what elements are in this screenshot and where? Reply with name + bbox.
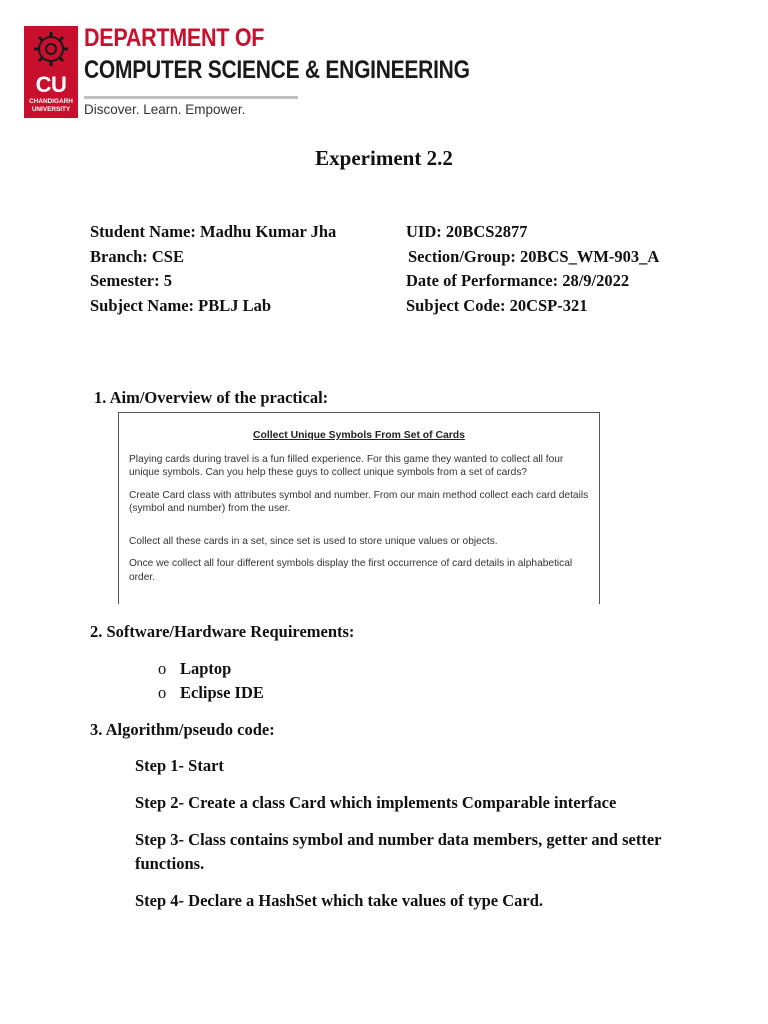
algorithm-step: Step 4- Declare a HashSet which take values of type Card. — [135, 891, 544, 910]
list-item — [158, 657, 264, 681]
bullet-marker: o — [158, 659, 167, 678]
requirement-laptop: Laptop — [180, 659, 232, 678]
problem-paragraph: Create Card class with attributes symbol and number. From our main method collect each card details (symbol and number) from the user. — [129, 489, 589, 514]
algorithm-step: Step 2- Create a class Card which implements Comparable interface — [135, 793, 617, 812]
date-of-performance: Date of Performance: 28/9/2022 — [406, 271, 630, 290]
algorithm-step: Step 3- Class contains symbol and number data members, getter and setter functions. — [135, 830, 662, 873]
problem-paragraph: Playing cards during travel is a fun filled experience. For this game they wanted to collect all four unique symbols. Can you help these guys to collect unique symbols from a set of cards? — [129, 453, 564, 478]
department-heading-line2: COMPUTER SCIENCE & ENGINEERING — [84, 56, 470, 84]
gear-emblem-icon — [24, 26, 78, 76]
subject-name: Subject Name: PBLJ Lab — [90, 295, 272, 315]
problem-paragraph: Collect all these cards in a set, since set is used to store unique values or objects. — [129, 535, 498, 547]
student-info — [90, 220, 710, 318]
university-logo — [24, 26, 78, 118]
experiment-title: Experiment 2.2 — [315, 146, 453, 170]
uid: UID: 20BCS2877 — [406, 222, 528, 241]
requirements-list — [158, 657, 264, 705]
header-divider — [84, 96, 298, 99]
algorithm-heading: 3. Algorithm/pseudo code: — [90, 720, 275, 739]
aim-heading: 1. Aim/Overview of the practical: — [94, 388, 329, 407]
logo-initials: CU — [35, 72, 67, 97]
aim-problem-box — [118, 412, 600, 604]
list-item — [158, 681, 264, 705]
branch: Branch: CSE — [90, 246, 184, 266]
problem-paragraph: Once we collect all four different symbols display the first occurrence of card details in alphabetical order. — [129, 558, 573, 583]
student-name: Student Name: Madhu Kumar Jha — [90, 222, 337, 241]
requirement-eclipse: Eclipse IDE — [180, 683, 264, 702]
section-group: Section/Group: 20BCS_WM-903_A — [408, 246, 660, 266]
problem-title: Collect Unique Symbols From Set of Cards — [253, 430, 465, 441]
subject-code: Subject Code: 20CSP-321 — [406, 295, 588, 315]
department-heading-line1: DEPARTMENT OF — [84, 24, 265, 52]
logo-university-name: CHANDIGARH UNIVERSITY — [29, 98, 73, 113]
semester: Semester: 5 — [90, 271, 173, 290]
tagline: Discover. Learn. Empower. — [84, 102, 246, 117]
bullet-marker: o — [158, 683, 167, 702]
algorithm-step: Step 1- Start — [135, 756, 224, 775]
requirements-heading: 2. Software/Hardware Requirements: — [90, 622, 355, 641]
